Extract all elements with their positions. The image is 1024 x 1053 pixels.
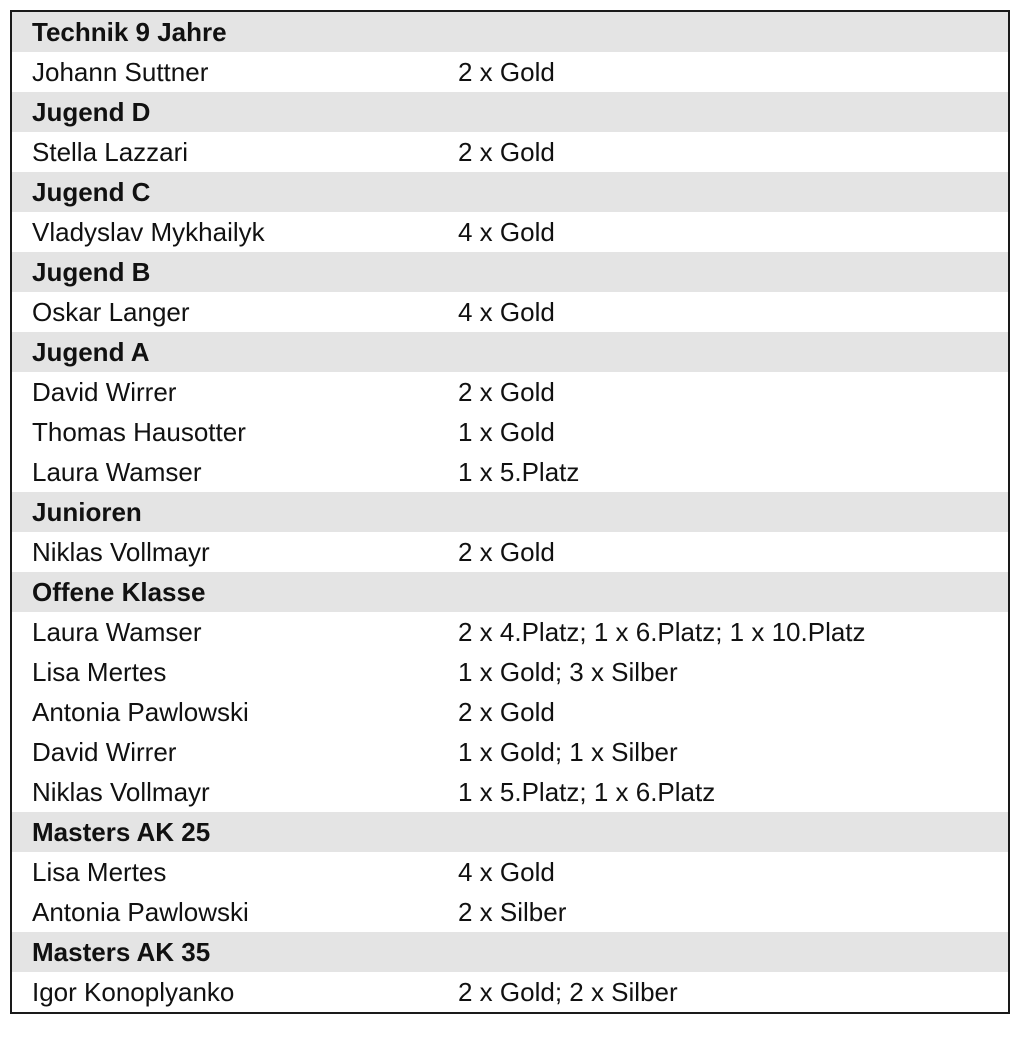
category-row <box>11 932 1009 972</box>
athlete-result: 2 x Gold <box>458 532 1009 572</box>
category-heading: Offene Klasse <box>11 572 1009 612</box>
athlete-row <box>11 972 1009 1013</box>
athlete-row <box>11 652 1009 692</box>
category-row <box>11 11 1009 52</box>
athlete-row <box>11 212 1009 252</box>
athlete-name: Vladyslav Mykhailyk <box>11 212 458 252</box>
athlete-name: Niklas Vollmayr <box>11 532 458 572</box>
athlete-row <box>11 732 1009 772</box>
category-row <box>11 812 1009 852</box>
athlete-row <box>11 372 1009 412</box>
athlete-name: Stella Lazzari <box>11 132 458 172</box>
athlete-row <box>11 772 1009 812</box>
athlete-row <box>11 52 1009 92</box>
category-row <box>11 92 1009 132</box>
results-table <box>10 10 1010 1014</box>
athlete-name: Lisa Mertes <box>11 852 458 892</box>
athlete-row <box>11 412 1009 452</box>
athlete-name: David Wirrer <box>11 732 458 772</box>
athlete-result: 4 x Gold <box>458 212 1009 252</box>
category-heading: Jugend B <box>11 252 1009 292</box>
athlete-row <box>11 132 1009 172</box>
athlete-result: 1 x Gold <box>458 412 1009 452</box>
category-heading: Jugend C <box>11 172 1009 212</box>
category-heading: Masters AK 25 <box>11 812 1009 852</box>
athlete-name: David Wirrer <box>11 372 458 412</box>
athlete-result: 4 x Gold <box>458 852 1009 892</box>
athlete-name: Antonia Pawlowski <box>11 692 458 732</box>
results-table-body <box>11 11 1009 1013</box>
athlete-result: 1 x Gold; 1 x Silber <box>458 732 1009 772</box>
athlete-result: 2 x Gold <box>458 692 1009 732</box>
athlete-name: Laura Wamser <box>11 452 458 492</box>
athlete-name: Oskar Langer <box>11 292 458 332</box>
athlete-result: 1 x 5.Platz <box>458 452 1009 492</box>
athlete-name: Niklas Vollmayr <box>11 772 458 812</box>
athlete-row <box>11 532 1009 572</box>
category-heading: Masters AK 35 <box>11 932 1009 972</box>
category-row <box>11 572 1009 612</box>
athlete-result: 1 x 5.Platz; 1 x 6.Platz <box>458 772 1009 812</box>
category-heading: Technik 9 Jahre <box>11 11 1009 52</box>
category-row <box>11 332 1009 372</box>
athlete-result: 2 x Gold <box>458 52 1009 92</box>
category-row <box>11 492 1009 532</box>
athlete-row <box>11 452 1009 492</box>
athlete-name: Igor Konoplyanko <box>11 972 458 1013</box>
athlete-result: 2 x Gold; 2 x Silber <box>458 972 1009 1013</box>
athlete-result: 2 x 4.Platz; 1 x 6.Platz; 1 x 10.Platz <box>458 612 1009 652</box>
category-heading: Junioren <box>11 492 1009 532</box>
category-heading: Jugend A <box>11 332 1009 372</box>
category-heading: Jugend D <box>11 92 1009 132</box>
category-row <box>11 172 1009 212</box>
athlete-row <box>11 612 1009 652</box>
athlete-name: Johann Suttner <box>11 52 458 92</box>
category-row <box>11 252 1009 292</box>
athlete-result: 2 x Gold <box>458 132 1009 172</box>
athlete-result: 4 x Gold <box>458 292 1009 332</box>
athlete-row <box>11 852 1009 892</box>
athlete-row <box>11 892 1009 932</box>
athlete-result: 2 x Silber <box>458 892 1009 932</box>
athlete-row <box>11 292 1009 332</box>
athlete-name: Laura Wamser <box>11 612 458 652</box>
athlete-result: 1 x Gold; 3 x Silber <box>458 652 1009 692</box>
athlete-row <box>11 692 1009 732</box>
athlete-result: 2 x Gold <box>458 372 1009 412</box>
athlete-name: Lisa Mertes <box>11 652 458 692</box>
athlete-name: Thomas Hausotter <box>11 412 458 452</box>
athlete-name: Antonia Pawlowski <box>11 892 458 932</box>
